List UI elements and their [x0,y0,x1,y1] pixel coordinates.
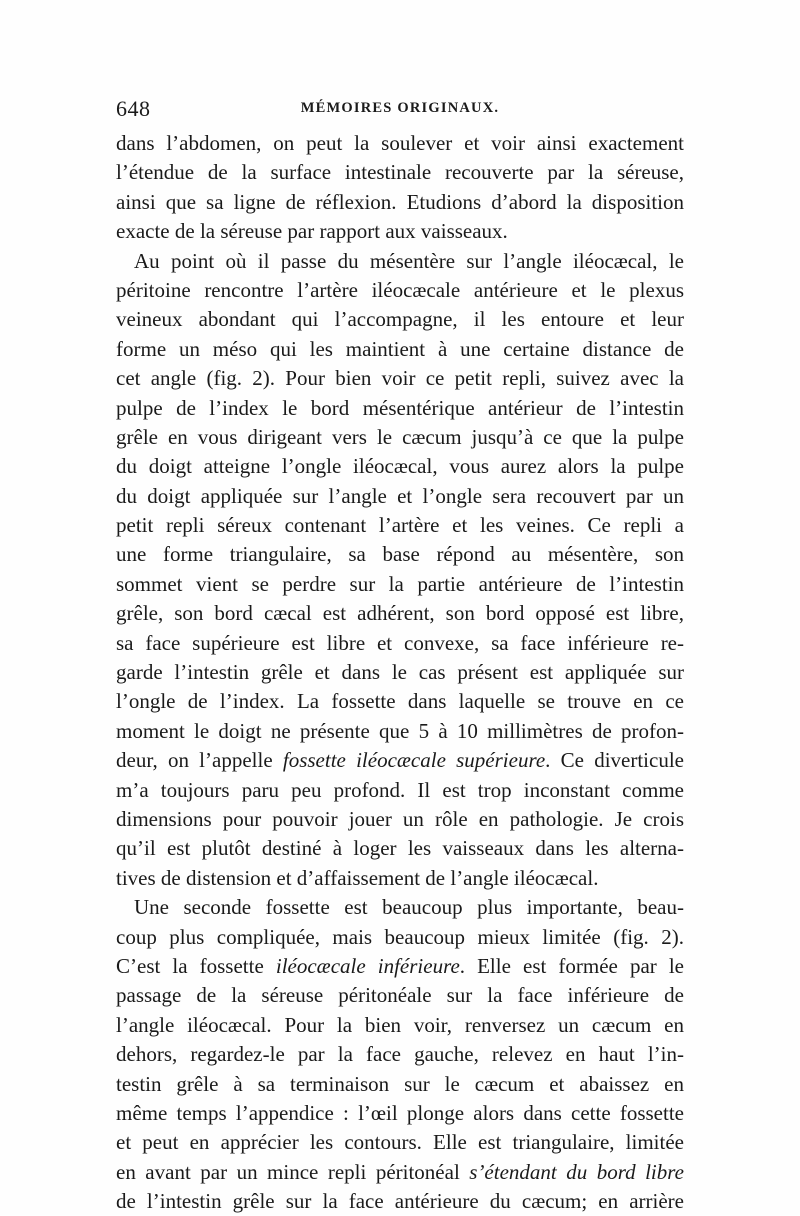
text-line: sommet vient se perdre sur la partie antérieure de l’intestin [116,571,684,596]
text-segment: deur, on l’appelle [116,748,283,773]
text-line: pulpe de l’index le bord mésentérique antérieur de l’intestin [116,395,684,420]
text-line: cet angle (fig. 2). Pour bien voir ce petit repli, suivez avec la [116,366,684,391]
text-line: de l’intestin grêle sur la face antérieure du cæcum; en arrière [116,1189,684,1214]
text-line: l’ongle de l’index. La fossette dans laquelle se trouve en ce [116,689,684,714]
text-line: une forme triangulaire, sa base répond au mésentère, son [116,542,684,567]
text-line: petit repli séreux contenant l’artère et les veines. Ce repli a [116,513,684,538]
italic-term: iléocæcale inférieure [275,953,460,978]
text-line: passage de la séreuse péritonéale sur la face inférieure de [116,983,684,1008]
body-text [116,129,684,1216]
text-line: coup plus compliquée, mais beaucoup mieux limitée (fig. 2). [116,924,684,949]
text-line: exacte de la séreuse par rapport aux vaisseaux. [116,219,508,244]
text-line: du doigt atteigne l’ongle iléocæcal, vous aurez alors la pulpe [116,454,684,479]
text-line: grêle en vous dirigeant vers le cæcum jusqu’à ce que la pulpe [116,424,684,449]
text-line: et peut en apprécier les contours. Elle est triangulaire, limitée [116,1130,684,1155]
text-segment: . Ce diverticule [545,748,684,773]
italic-term: fossette iléocæcale supérieure [282,748,546,773]
text-line: dans l’abdomen, on peut la soulever et voir ainsi exactement [116,131,684,155]
text-line: qu’il est plutôt destiné à loger les vaisseaux dans les alterna- [116,836,684,861]
italic-term: s’étendant du bord libre [469,1159,684,1184]
text-line: m’a toujours paru peu profond. Il est trop inconstant comme [116,777,684,802]
text-line: moment le doigt ne présente que 5 à 10 millimètres de profon- [116,718,684,743]
text-line: dimensions pour pouvoir jouer un rôle en pathologie. Je crois [116,806,684,831]
text-line: Au point où il passe du mésentère sur l’angle iléocæcal, le [134,248,684,273]
text-line: sa face supérieure est libre et convexe, sa face inférieure re- [116,630,684,655]
text-line: veineux abondant qui l’accompagne, il les entoure et leur [116,307,684,332]
text-line: grêle, son bord cæcal est adhérent, son bord opposé est libre, [116,601,684,626]
text-line [116,1158,684,1187]
text-line [116,952,684,981]
text-line: garde l’intestin grêle et dans le cas présent est appliquée sur [116,660,684,685]
running-head [116,96,684,126]
text-line: Une seconde fossette est beaucoup plus importante, beau- [134,895,684,920]
text-line: du doigt appliquée sur l’angle et l’ongle sera recouvert par un [116,483,684,508]
text-segment: . Elle est formée par le [459,953,684,978]
text-line: péritoine rencontre l’artère iléocæcale antérieure et le plexus [116,277,684,302]
text-line: tives de distension et d’affaissement de l’angle iléocæcal. [116,865,599,890]
text-line: forme un méso qui les maintient à une certaine distance de [116,336,684,361]
text-line: même temps l’appendice : l’œil plonge alors dans cette fossette [116,1100,684,1125]
text-line: l’angle iléocæcal. Pour la bien voir, renversez un cæcum en [116,1012,684,1037]
text-segment: C’est la fossette [116,953,276,978]
text-line [116,746,684,775]
text-line: ainsi que sa ligne de réflexion. Etudions d’abord la disposition [116,189,684,214]
running-title: MÉMOIRES ORIGINAUX. [300,100,500,116]
page-number: 648 [116,96,151,121]
text-line: l’étendue de la surface intestinale recouverte par la séreuse, [116,160,684,185]
text-line: testin grêle à sa terminaison sur le cæcum et abaissez en [116,1071,684,1096]
text-line: dehors, regardez-le par la face gauche, relevez en haut l’in- [116,1042,684,1067]
text-segment: en avant par un mince repli péritonéal [116,1159,470,1184]
